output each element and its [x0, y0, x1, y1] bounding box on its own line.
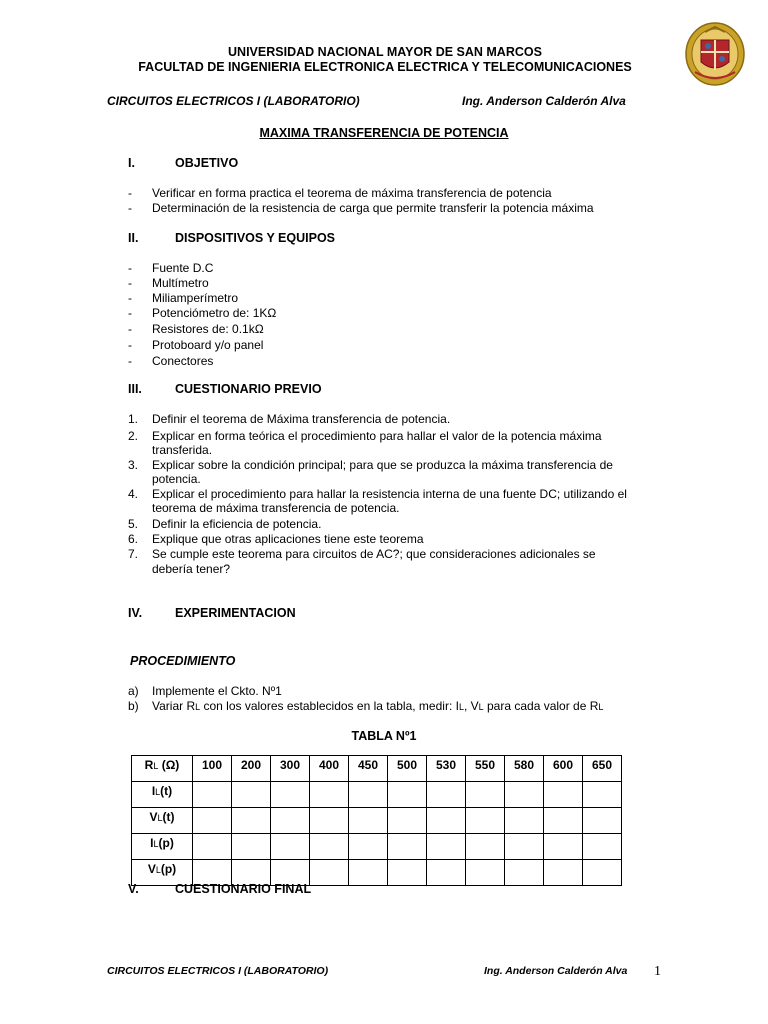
table-cell: [349, 782, 388, 808]
table-cell: [544, 834, 583, 860]
university-name: UNIVERSIDAD NACIONAL MAYOR DE SAN MARCOS: [228, 45, 542, 59]
table-header-cell: 580: [505, 756, 544, 782]
table-cell: [505, 860, 544, 886]
section-title-dispositivos: DISPOSITIVOS Y EQUIPOS: [175, 231, 336, 245]
table-cell: [466, 782, 505, 808]
footer-course: CIRCUITOS ELECTRICOS I (LABORATORIO): [107, 965, 329, 977]
table-cell: [544, 782, 583, 808]
table-cell: [349, 860, 388, 886]
table-cell: [544, 808, 583, 834]
table-cell: [193, 782, 232, 808]
table-header-cell: 200: [232, 756, 271, 782]
section-number: V.: [128, 882, 139, 896]
table-header-cell: RL (Ω): [132, 756, 193, 782]
table-cell: [466, 860, 505, 886]
section-number: II.: [128, 231, 139, 245]
section-number: III.: [128, 382, 142, 396]
section-title-cuestionario-previo: CUESTIONARIO PREVIO: [175, 382, 322, 396]
table-cell: [466, 808, 505, 834]
page-number: 1: [654, 964, 661, 979]
section-number: IV.: [128, 606, 143, 620]
table-cell: [583, 782, 622, 808]
table-row: [132, 834, 622, 860]
procedimiento-title: PROCEDIMIENTO: [130, 654, 236, 668]
table-header-cell: 650: [583, 756, 622, 782]
table-row: [132, 808, 622, 834]
section-title-objetivo: OBJETIVO: [175, 156, 239, 170]
table-header-cell: 450: [349, 756, 388, 782]
course-header: CIRCUITOS ELECTRICOS I (LABORATORIO): [107, 94, 360, 108]
table-header-cell: 100: [193, 756, 232, 782]
table-cell: [388, 860, 427, 886]
table-cell: [505, 834, 544, 860]
section-number: I.: [128, 156, 135, 170]
table-cell: [271, 834, 310, 860]
document-title: MAXIMA TRANSFERENCIA DE POTENCIA: [259, 126, 509, 140]
table-cell: [427, 782, 466, 808]
table-cell: [310, 834, 349, 860]
table-header-cell: 600: [544, 756, 583, 782]
table-header-cell: 400: [310, 756, 349, 782]
table-cell: [271, 808, 310, 834]
table-cell: [193, 808, 232, 834]
faculty-name: FACULTAD DE INGENIERIA ELECTRONICA ELECTRICA Y TELECOMUNICACIONES: [138, 60, 632, 74]
table-cell: [349, 808, 388, 834]
table-cell: [583, 808, 622, 834]
table-cell: [388, 808, 427, 834]
table-row-label: VL(t): [132, 808, 193, 834]
table-cell: [310, 782, 349, 808]
table-cell: [232, 834, 271, 860]
table-row-label: IL(t): [132, 782, 193, 808]
table-cell: [583, 834, 622, 860]
table-row-label: IL(p): [132, 834, 193, 860]
table-cell: [310, 808, 349, 834]
table-cell: [583, 860, 622, 886]
table-cell: [505, 808, 544, 834]
table-cell: [388, 782, 427, 808]
table-cell: [427, 860, 466, 886]
footer-instructor: Ing. Anderson Calderón Alva: [484, 965, 628, 977]
table-cell: [427, 808, 466, 834]
table-row: [132, 782, 622, 808]
table-cell: [466, 834, 505, 860]
table-header-cell: 530: [427, 756, 466, 782]
table-header-cell: 550: [466, 756, 505, 782]
table-header-cell: 500: [388, 756, 427, 782]
table-header-cell: 300: [271, 756, 310, 782]
table-cell: [388, 834, 427, 860]
university-seal-icon: [685, 22, 745, 86]
instructor-header: Ing. Anderson Calderón Alva: [462, 94, 626, 108]
table-cell: [271, 782, 310, 808]
table-cell: [505, 782, 544, 808]
table-cell: [427, 834, 466, 860]
table-cell: [232, 782, 271, 808]
table-cell: [544, 860, 583, 886]
measurement-table: [131, 755, 622, 886]
section-title-experimentacion: EXPERIMENTACION: [175, 606, 296, 620]
table-cell: [193, 834, 232, 860]
table-header-row: [132, 756, 622, 782]
table-row-label: VL(p): [132, 860, 193, 886]
table-cell: [310, 860, 349, 886]
section-title-cuestionario-final: CUESTIONARIO FINAL: [175, 882, 312, 896]
table-cell: [232, 808, 271, 834]
table-cell: [349, 834, 388, 860]
table-title: TABLA Nº1: [351, 729, 417, 743]
